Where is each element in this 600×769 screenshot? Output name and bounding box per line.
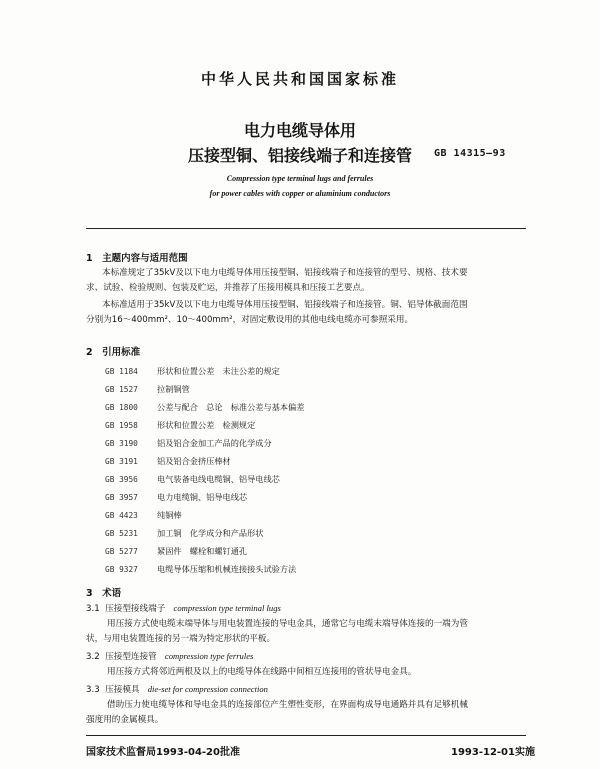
reference-title: 形状和位置公差 未注公差的规定 [157, 366, 280, 376]
term-3-3-definition-line1: 借助压力使电缆导体和导电金具的连接部位产生塑性变形，在界面构成导电通路并具有足够机械 [107, 700, 468, 710]
reference-item [105, 366, 280, 377]
term-number: 3.2 [86, 652, 100, 662]
term-3-3-definition-line2: 强度用的金属模具。 [86, 715, 164, 725]
reference-code: GB 1184 [105, 367, 138, 376]
reference-code: GB 1958 [105, 421, 138, 430]
national-standard-header: 中华人民共和国国家标准 [200, 70, 399, 88]
reference-code: GB 9327 [105, 565, 138, 574]
reference-item [105, 420, 255, 431]
reference-item [105, 456, 231, 467]
section1-para2-line2: 分别为16～400mm²、10～400mm²，对固定敷设用的其他电线电缆亦可参照采用。 [86, 315, 414, 325]
reference-item [105, 402, 304, 413]
section1-para1-line2: 求、试验、检验规则、包装及贮运，并推荐了压接用模具和压接工艺要点。 [86, 283, 370, 293]
term-english: compression type terminal lugs [173, 603, 281, 613]
reference-code: GB 3956 [105, 475, 138, 484]
reference-item [105, 564, 296, 575]
reference-title: 纯铜棒 [157, 510, 182, 520]
standard-title-line1: 电力电缆导体用 [243, 121, 356, 140]
reference-code: GB 5231 [105, 529, 138, 538]
effective-date: 1993-12-01实施 [451, 747, 535, 758]
term-3-2-heading [86, 651, 253, 663]
standard-title-line2: 压接型铜、铝接线端子和连接管 [187, 146, 412, 165]
reference-item [105, 438, 272, 449]
term-english: compression type ferrules [164, 651, 254, 661]
term-3-1-definition-line1: 用压接方式使电缆末端导体与用电装置连接的导电金具，通常它与电缆末端导体连接的一端为管 [107, 619, 468, 629]
reference-code: GB 3191 [105, 457, 138, 466]
term-3-1-heading [86, 603, 281, 615]
reference-title: 铝及铝合金挤压棒材 [157, 456, 231, 466]
term-number: 3.3 [86, 685, 100, 695]
section3-heading: 3 术语 [86, 588, 122, 599]
reference-title: 电气装备电线电缆铜、铝导电线芯 [157, 474, 280, 484]
reference-code: GB 1800 [105, 403, 138, 412]
header-divider [86, 228, 526, 229]
section1-heading: 1 主题内容与适用范围 [86, 253, 188, 264]
term-3-2-definition-line1: 用压接方式将邻近两根及以上的电缆导体在线路中间相互连接用的管状导电金具。 [107, 667, 417, 677]
reference-item [105, 510, 182, 521]
reference-title: 公差与配合 总论 标准公差与基本偏差 [157, 402, 305, 412]
reference-item [105, 474, 280, 485]
term-chinese: 压接模具 [105, 685, 140, 695]
section1-para1-line1: 本标准规定了35kV及以下电力电缆导体用压接型铜、铝接线端子和连接管的型号、规格、技术要 [102, 268, 468, 278]
reference-code: GB 3957 [105, 493, 138, 502]
term-3-3-heading [86, 684, 268, 696]
reference-code: GB 1527 [105, 385, 138, 394]
approval-info: 国家技术监督局1993-04-20批准 [86, 747, 240, 758]
reference-item [105, 384, 190, 395]
section2-heading: 2 引用标准 [86, 347, 141, 358]
english-title-line1: Compression type terminal lugs and ferrules [226, 174, 374, 183]
reference-title: 拉制铜管 [157, 384, 190, 394]
english-title-line2: for power cables with copper or aluminium conductors [209, 189, 391, 198]
reference-code: GB 4423 [105, 511, 138, 520]
reference-title: 电力电缆铜、铝导电线芯 [157, 492, 248, 502]
reference-title: 紧固件 螺栓和螺钉通孔 [157, 546, 248, 556]
term-chinese: 压接型连接管 [105, 652, 157, 662]
term-number: 3.1 [86, 604, 100, 614]
standard-number: GB 14315—93 [434, 148, 506, 159]
term-english: die-set for compression connection [147, 684, 268, 694]
reference-item [105, 528, 263, 539]
reference-item [105, 546, 247, 557]
reference-title: 电缆导体压缩和机械连接接头试验方法 [157, 564, 297, 574]
term-chinese: 压接型接线端子 [105, 604, 166, 614]
footer-divider [86, 735, 526, 736]
reference-item [105, 492, 247, 503]
reference-title: 形状和位置公差 检测规定 [157, 420, 256, 430]
term-3-1-definition-line2: 状，与用电装置连接的另一端为特定形状的平板。 [86, 634, 276, 644]
reference-title: 铝及铝合金加工产品的化学成分 [157, 438, 272, 448]
reference-title: 加工铜 化学成分和产品形状 [157, 528, 264, 538]
reference-code: GB 5277 [105, 547, 138, 556]
reference-code: GB 3190 [105, 439, 138, 448]
section1-para2-line1: 本标准适用于35kV及以下电力电缆导体用压接型铜、铝接线端子和连接管。铜、铝导体截面范围 [102, 300, 468, 310]
